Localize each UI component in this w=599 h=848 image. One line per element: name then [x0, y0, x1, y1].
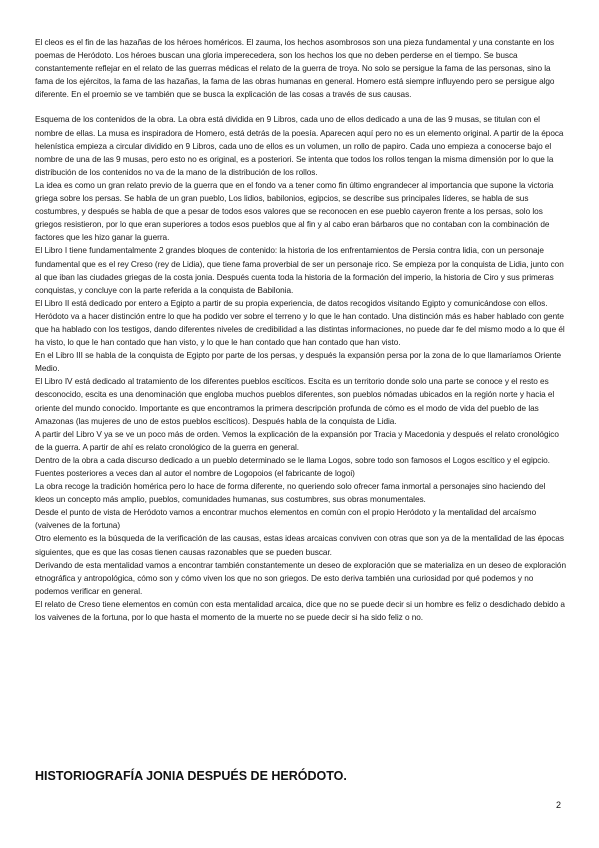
paragraph-libro-5: A partir del Libro V ya se ve un poco más de orden. Vemos la explicación de la expansión por Tracia y Macedonia y después el relato cronológico de la guerra. A partir de ahí es relato cronológico de la guerra en general.	[35, 429, 559, 452]
body-text	[35, 36, 566, 624]
paragraph-esquema: Esquema de los contenidos de la obra. La obra está dividida en 9 Libros, cada uno de ellos dedicado a una de las 9 musas, se titulan con el nombre de ellas. La musa es inspiradora de Homero, está detrás de la poesía. Aparecen aquí pero no es un elemento original. A partir de la época helenística empieza a circular dividido en 9 Libros, cada uno de ellos es un volumen, un rollo de papiro. Cada uno empieza a conocerse bajo el nombre de una de las 9 musas, pero esto no es original, es a posteriori. Se intenta que todos los rollos tengan la misma dimensión por lo que la distribución de los contenidos no va de la mano de la distribución de los rollos.	[35, 115, 564, 177]
paragraph-logos: Dentro de la obra a cada discurso dedicado a un pueblo determinado se le llama Logos, sobre todo son famosos el Logos escítico y el egipcio. Fuentes posteriores a veces dan al autor el nombre de Logopoios (el fabricante de logoi)	[35, 455, 550, 478]
section-heading: HISTORIOGRAFÍA JONIA DESPUÉS DE HERÓDOTO.	[35, 769, 347, 783]
paragraph-libro-2: El Libro II está dedicado por entero a Egipto a partir de su propia experiencia, de datos recogidos visitando Egipto y comunicándose con ellos. Heródoto va a hacer distinción entre lo que ha podido ver sobre el terreno y lo que le han contado. Una distinción más es haber hablado con gente que ha hablado con los testigos, dando diferentes niveles de credibilidad a las distintas informaciones, no puede dar fe del mismo modo a lo que él ha visto, lo que le han contado que han visto, y lo que le han contado que han contado que han visto.	[35, 298, 565, 348]
paragraph-libro-1: El Libro I tiene fundamentalmente 2 grandes bloques de contenido: la historia de los enfrentamientos de Persia contra lidia, con un personaje fundamental que es el rey Creso (rey de Lidia), que tiene fama proverbial de ser un personaje rico. Se empieza por la conquista de Lidia, junto con al que iban las ciudades griegas de la costa jonia. Después cuenta toda la historia de la formación del imperio, la historia de Ciro y sus primeras conquistas, y concluye con la parte referida a la conquista de Babilonia.	[35, 246, 564, 295]
paragraph-causas: Otro elemento es la búsqueda de la verificación de las causas, estas ideas arcaicas conviven con otras que son ya de la mentalidad de las épocas siguientes, que es que las cosas tienen causas razonables que se pueden buscar.	[35, 534, 564, 557]
paragraph-creso: El relato de Creso tiene elementos en común con esta mentalidad arcaica, dice que no se puede decir si un hombre es feliz o desdichado debido a los vaivenes de la fortuna, por lo que hasta el momento de la muerte no se puede decir si ha sido feliz o no.	[35, 599, 565, 623]
paragraph-libro-3: En el Libro III se habla de la conquista de Egipto por parte de los persas, y después la expansión persa por la zona de lo que llamaríamos Oriente Medio.	[35, 351, 562, 374]
paragraph-cleos: El cleos es el fin de las hazañas de los héroes homéricos. El zauma, los hechos asombrosos son una pieza fundamental y una constante en los poemas de Heródoto. Los héroes buscan una gloria imperecedera, son los hechos los que no deben perderse en el tiempo. Se busca constantemente reflejar en el relato de las guerras médicas el relato de la guerra de troya. No solo se persigue la fama de las personas, sino la fama de los ejércitos, la fama de las hazañas, la fama de las obras humanas en general. Homero está siempre influyendo pero se persigue algo diferente. En el proemio se ve también que se busca la explicación de las cosas a través de sus causas.	[35, 38, 555, 100]
page-number: 2	[556, 800, 562, 810]
paragraph-libro-4: El Libro IV está dedicado al tratamiento de los diferentes pueblos escíticos. Escita es un territorio donde solo una parte se conoce y el resto es desconocido, escita es una denominación que engloba muchos pueblos diferentes, son pueblos nómadas ubicados en la región norte y hacia el oriente del mundo conocido. Importante es que encontramos la primera descripción profunda de cómo es el modo de vida del pueblo de las Amazonas (las mujeres de uno de estos pueblos escíticos). Después habla de la conquista de Lidia.	[35, 377, 555, 426]
paragraph-tradicion-homerica: La obra recoge la tradición homérica pero lo hace de forma diferente, no queriendo solo ofrecer fama inmortal a personajes sino haciendo del kleos un concepto más amplio, pueblos, comunidades humanas, sus costumbres, sus obras monumentales.	[35, 482, 546, 505]
paragraph-gap	[35, 101, 566, 113]
paragraph-idea: La idea es como un gran relato previo de la guerra que en el fondo va a tener como fin último engrandecer al importancia que supone la victoria griega sobre los persas. Se habla de un gran pueblo, Los lidios, babilonios, egipcios, se describe sus principales líderes, se habla de sus costumbres, y después se habla de que a pesar de todos esos valores que se reconocen en ese pueblo cayeron frente a los persas, solo los griegos resistieron, por lo que eran superiores a todos esos pueblos que al fin y al cabo eran bárbaros que no contaban con la combinación de factores que les hizo ganar la guerra.	[35, 180, 554, 243]
paragraph-exploracion: Derivando de esta mentalidad vamos a encontrar también constantemente un deseo de exploración que se materializa en un deseo de exploración etnográfica y antropológica, cómo son y cómo viven los que no son griegos. De esto deriva también una curiosidad por qué podemos y no podemos verificar en general.	[35, 560, 567, 596]
paragraph-arcaismo: Desde el punto de vista de Heródoto vamos a encontrar muchos elementos en común con el propio Heródoto y la mentalidad del arcaísmo (vaivenes de la fortuna)	[35, 508, 537, 531]
